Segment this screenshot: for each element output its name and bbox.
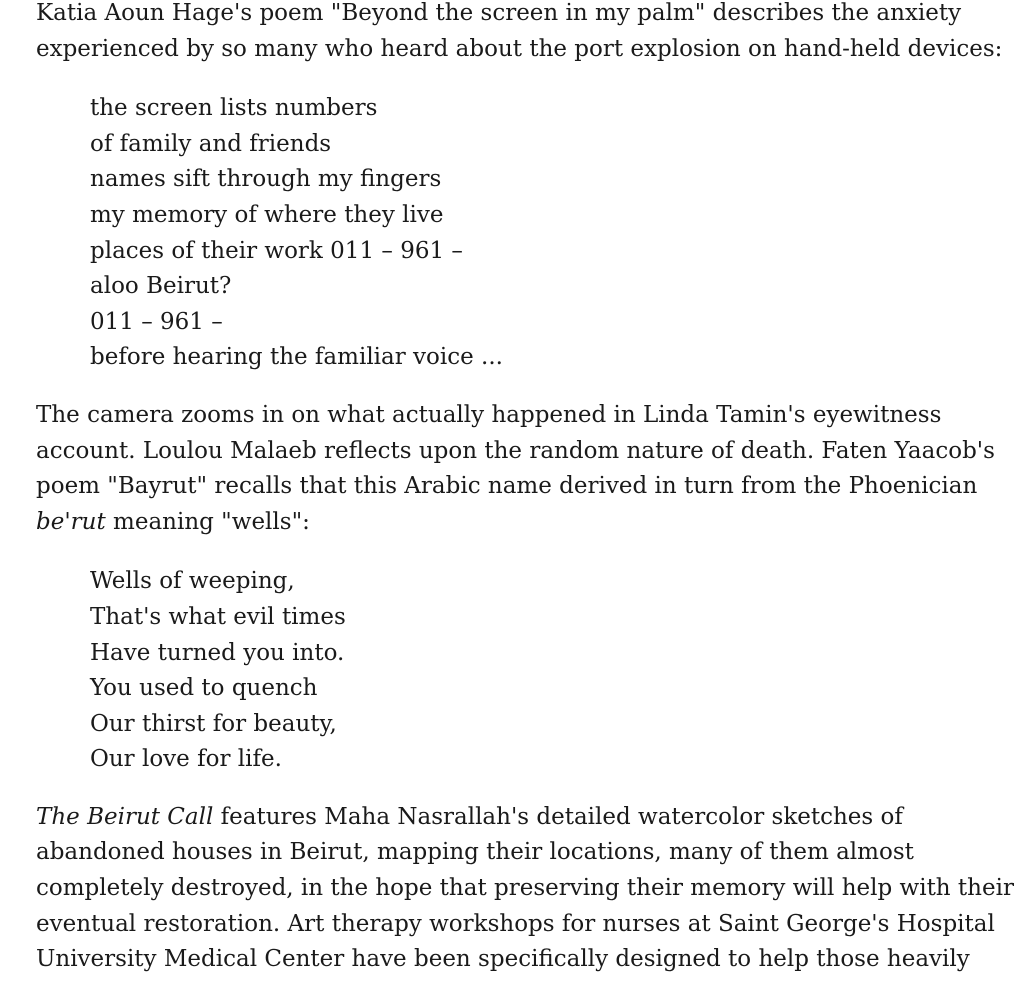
text-line: University Medical Center have been specifically designed to help those heavily — [36, 946, 970, 973]
text-line — [36, 800, 1006, 836]
poem-line: names sift through my fingers — [90, 166, 442, 193]
text-line: eventual restoration. Art therapy workshops for nurses at Saint George's Hospital — [36, 910, 995, 937]
text-segment: features Maha Nasrallah's detailed watercolor sketches of — [213, 803, 903, 830]
text-line: account. Loulou Malaeb reflects upon the random nature of death. Faten Yaacob's — [36, 437, 995, 464]
poem-line: of family and friends — [90, 130, 332, 157]
poem-line: Our love for life. — [90, 746, 282, 773]
poem-excerpt-bayrut — [90, 564, 1006, 778]
article-body — [36, 0, 1014, 978]
poem-line: the screen lists numbers — [90, 95, 378, 122]
middle-paragraph — [36, 398, 1006, 540]
italic-title: The Beirut Call — [36, 803, 214, 830]
poem-excerpt-beyond-the-screen — [90, 91, 1006, 376]
poem-line: You used to quench — [90, 675, 318, 702]
italic-term: be'rut — [36, 508, 106, 535]
poem-line: aloo Beirut? — [90, 273, 232, 300]
poem-line: places of their work 011 – 961 – — [90, 237, 463, 264]
text-line: abandoned houses in Beirut, mapping their locations, many of them almost — [36, 839, 914, 866]
text-segment: meaning "wells": — [105, 508, 310, 535]
poem-line: Wells of weeping, — [90, 568, 295, 595]
intro-paragraph — [36, 0, 1006, 67]
poem-line: before hearing the familiar voice ... — [90, 344, 503, 371]
poem-line: my memory of where they live — [90, 201, 444, 228]
closing-paragraph — [36, 800, 1014, 978]
text-line: experienced by so many who heard about the port explosion on hand-held devices: — [36, 35, 1003, 62]
text-line: poem "Bayrut" recalls that this Arabic name derived in turn from the Phoenician — [36, 473, 978, 500]
text-line — [36, 505, 1006, 541]
text-line: Katia Aoun Hage's poem "Beyond the screen in my palm" describes the anxiety — [36, 0, 962, 26]
poem-line: Have turned you into. — [90, 639, 345, 666]
text-line: completely destroyed, in the hope that preserving their memory will help with their — [36, 875, 1014, 902]
text-line: The camera zooms in on what actually happened in Linda Tamin's eyewitness — [36, 401, 942, 428]
poem-line: Our thirst for beauty, — [90, 710, 337, 737]
poem-line: That's what evil times — [90, 603, 346, 630]
poem-line: 011 – 961 – — [90, 308, 223, 335]
